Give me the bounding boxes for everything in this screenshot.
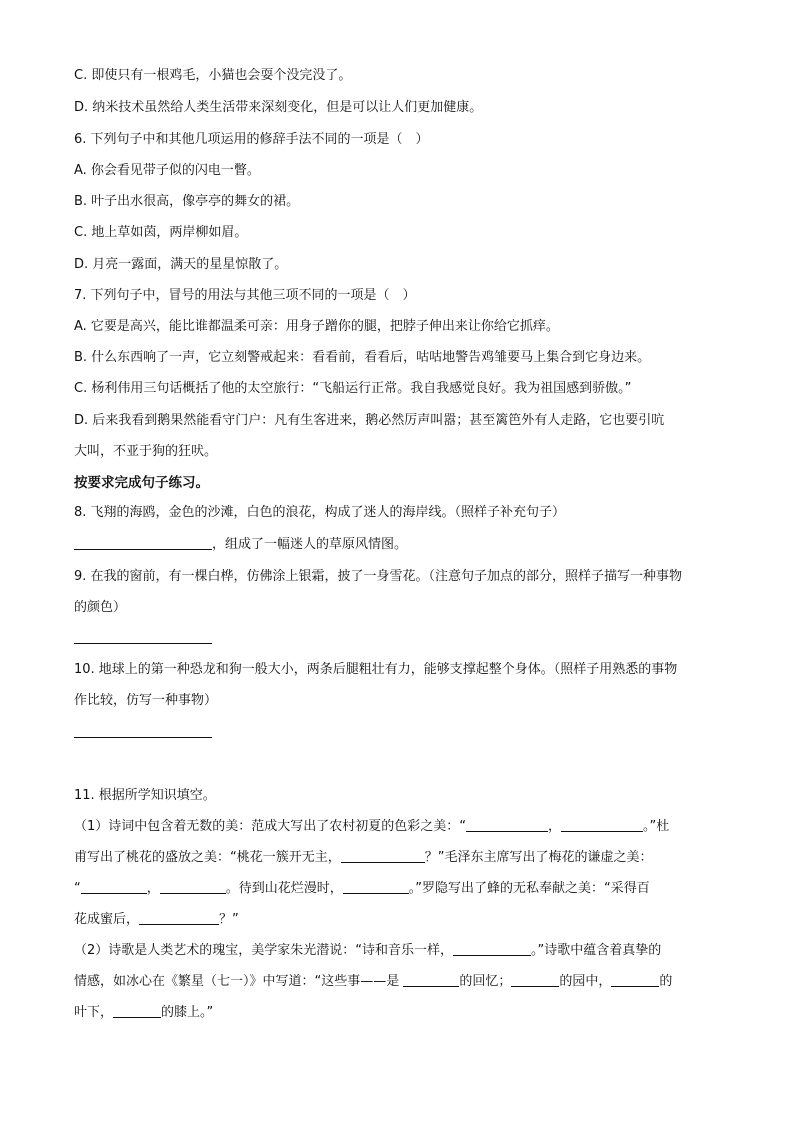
question-10-cont: 作比较，仿写一种事物） xyxy=(74,693,218,708)
q11-p2-line2: 情感，如冰心在《繁星（七一）》中写道：“这些事——是 的回忆； 的园中， 的 xyxy=(74,974,673,989)
option-6d: D. 月亮一露面，满天的星星惊散了。 xyxy=(74,257,288,272)
option-7d-cont: 大叫，不亚于狗的狂吠。 xyxy=(74,444,218,459)
answer-blank[interactable] xyxy=(511,972,559,987)
option-7c: C. 杨利伟用三句话概括了他的太空旅行：“飞船运行正常。我自我感觉良好。我为祖国感到骄傲。” xyxy=(74,381,632,396)
answer-blank[interactable] xyxy=(113,1003,161,1018)
option-7a: A. 它要是高兴，能比谁都温柔可亲：用身子蹭你的腿，把脖子伸出来让你给它抓痒。 xyxy=(74,319,559,334)
answer-blank[interactable] xyxy=(466,817,548,832)
q11-p1-line3: “ ， 。待到山花烂漫时， 。”罗隐写出了蜂的无私奉献之美：“采得百 xyxy=(74,881,650,896)
answer-blank[interactable] xyxy=(81,879,147,894)
option-6a: A. 你会看见带子似的闪电一瞥。 xyxy=(74,163,260,178)
answer-line-9[interactable] xyxy=(74,643,212,644)
option-6b: B. 叶子出水很高，像亭亭的舞女的裙。 xyxy=(74,194,300,209)
q11-p2-line1: （2）诗歌是人类艺术的瑰宝，美学家朱光潜说：“诗和音乐一样， 。”诗歌中蕴含着真挚的 xyxy=(74,943,662,958)
q11-p1-line1: （1）诗词中包含着无数的美：范成大写出了农村初夏的色彩之美：“ ， 。”杜 xyxy=(74,819,670,834)
question-8-answer xyxy=(74,535,724,555)
answer-blank[interactable] xyxy=(561,817,643,832)
question-7: 7. 下列句子中，冒号的用法与其他三项不同的一项是（ ） xyxy=(74,288,416,303)
answer-blank[interactable] xyxy=(74,535,212,550)
option-6c: C. 地上草如茵，两岸柳如眉。 xyxy=(74,225,248,240)
answer-line-10[interactable] xyxy=(74,737,212,738)
answer-blank[interactable] xyxy=(343,879,409,894)
question-11: 11. 根据所学知识填空。 xyxy=(74,788,216,803)
question-9-cont: 的颜色） xyxy=(74,600,127,615)
option-7d: D. 后来我看到鹅果然能看守门户：凡有生客进来，鹅必然厉声叫嚣；甚至篱笆外有人走路，它也要引吭 xyxy=(74,413,665,428)
answer-blank[interactable] xyxy=(403,972,459,987)
answer-blank[interactable] xyxy=(139,910,219,925)
question-8-suffix: ，组成了一幅迷人的草原风情图。 xyxy=(212,537,408,552)
q11-p2-line3: 叶下， 的膝上。” xyxy=(74,1005,214,1020)
answer-blank[interactable] xyxy=(453,941,531,956)
q11-p1-line4: 花成蜜后， ？” xyxy=(74,912,239,927)
q11-p1-line2: 甫写出了桃花的盛放之美：“桃花一簇开无主， ？”毛泽东主席写出了梅花的谦虚之美： xyxy=(74,850,653,865)
answer-blank[interactable] xyxy=(611,972,659,987)
option-5c: C. 即使只有一根鸡毛，小猫也会耍个没完没了。 xyxy=(74,68,352,83)
section-heading: 按要求完成句子练习。 xyxy=(74,475,209,491)
question-9: 9. 在我的窗前，有一棵白桦，仿佛涂上银霜，披了一身雪花。（注意句子加点的部分，照样子描写一种事物 xyxy=(74,569,683,584)
question-6: 6. 下列句子中和其他几项运用的修辞手法不同的一项是（ ） xyxy=(74,132,429,147)
answer-blank[interactable] xyxy=(160,879,226,894)
option-7b: B. 什么东西响了一声，它立刻警戒起来：看看前，看看后，咕咕地警告鸡雏要马上集合到它身边来。 xyxy=(74,350,651,365)
question-8: 8. 飞翔的海鸥，金色的沙滩，白色的浪花，构成了迷人的海岸线。（照样子补充句子） xyxy=(74,505,566,520)
answer-blank[interactable] xyxy=(341,848,425,863)
question-10: 10. 地球上的第一种恐龙和狗一般大小，两条后腿粗壮有力，能够支撑起整个身体。（照样子用熟悉的事物 xyxy=(74,662,678,677)
option-5d: D. 纳米技术虽然给人类生活带来深刻变化，但是可以让人们更加健康。 xyxy=(74,100,483,115)
